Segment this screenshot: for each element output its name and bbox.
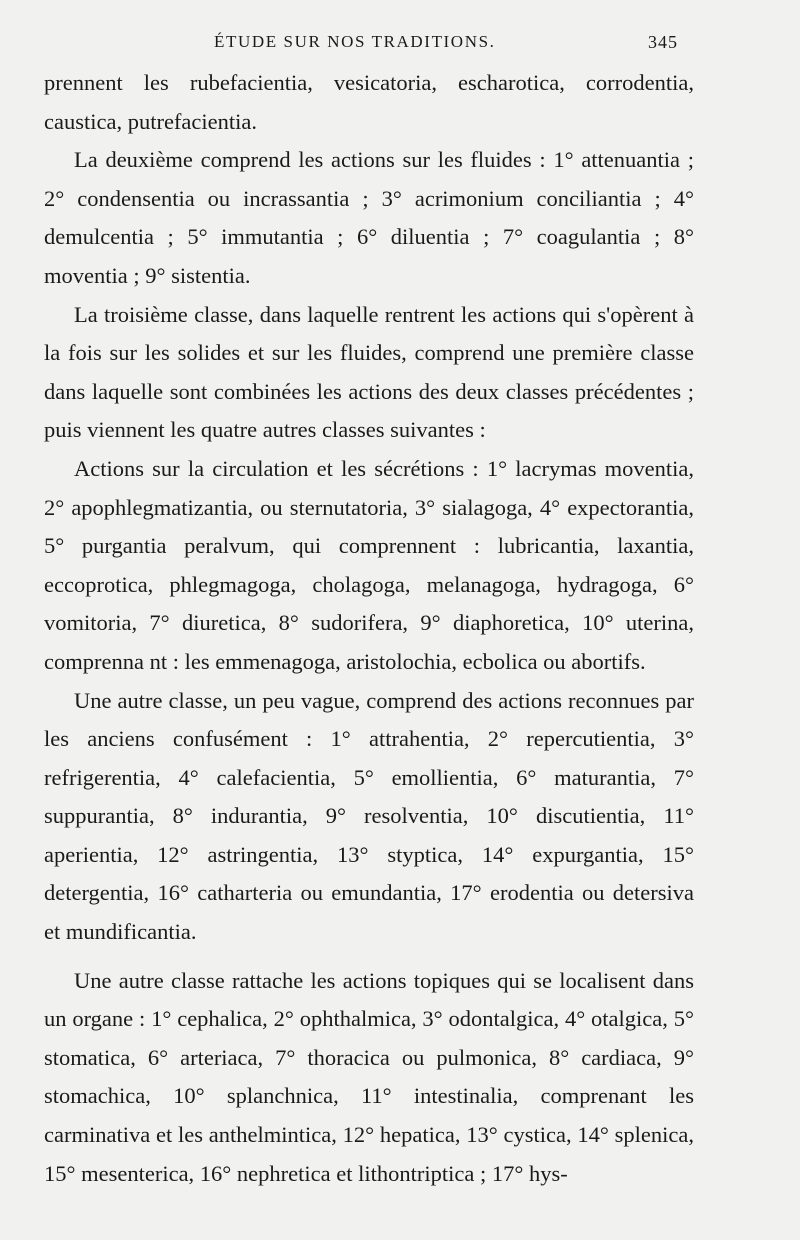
paragraph-classe-vague: Une autre classe, un peu vague, comprend des actions reconnues par les anciens confusément : 1° attrahentia, 2° repercutientia, 3° refrigerentia, 4° calefacientia, 5° emollientia, 6° maturantia, 7° suppurantia, 8° indurantia, 9° resolventia, 10° discutientia, 11° aperientia, 12° astringentia, 13° styptica, 14° expurgantia, 15° detergentia, 16° catharteria ou emundantia, 17° erodentia ou detersiva et mundificantia. — [44, 687, 694, 945]
page-body — [44, 64, 694, 1193]
paragraph-circulation: Actions sur la circulation et les sécrétions : 1° lacrymas moventia, 2° apophlegmatizantia, ou sternutatoria, 3° sialagoga, 4° expectorantia, 5° purgantia peralvum, qui comprennent : lubricantia, laxantia, eccoprotica, phlegmagoga, cholagoga, melanagoga, hydragoga, 6° vomitoria, 7° diuretica, 8° sudorifera, 9° diaphoretica, 10° uterina, comprenna nt : les emmenagoga, aristolochia, ecbolica ou abortifs. — [44, 455, 694, 674]
paragraph-actions-topiques: Une autre classe rattache les actions topiques qui se localisent dans un organe : 1° cephalica, 2° ophthalmica, 3° odontalgica, 4° otalgica, 5° stomatica, 6° arteriaca, 7° thoracica ou pulmonica, 8° cardiaca, 9° stomachica, 10° splanchnica, 11° intestinalia, comprenant les carminativa et les anthelmintica, 12° hepatica, 13° cystica, 14° splenica, 15° mesenterica, 16° nephretica et lithontriptica ; 17° hys- — [44, 967, 694, 1186]
running-head — [0, 32, 800, 58]
paragraph-fluides: La deuxième comprend les actions sur les fluides : 1° attenuantia ; 2° condensentia ou incrassantia ; 3° acrimonium conciliantia ; 4° demulcentia ; 5° immutantia ; 6° diluentia ; 7° coagulantia ; 8° moventia ; 9° sistentia. — [44, 147, 694, 288]
running-title: ÉTUDE SUR NOS TRADITIONS. — [214, 32, 496, 51]
paragraph-troisieme-classe: La troisième classe, dans laquelle rentrent les actions qui s'opèrent à la fois sur les solides et sur les fluides, comprend une première classe dans laquelle sont combinées les actions des deux classes précédentes ; puis viennent les quatre autres classes suivantes : — [44, 301, 694, 443]
paragraph-continuation: prennent les rubefacientia, vesicatoria, escharotica, corrodentia, caustica, putrefacientia. — [44, 70, 694, 134]
page-number: 345 — [648, 32, 678, 52]
